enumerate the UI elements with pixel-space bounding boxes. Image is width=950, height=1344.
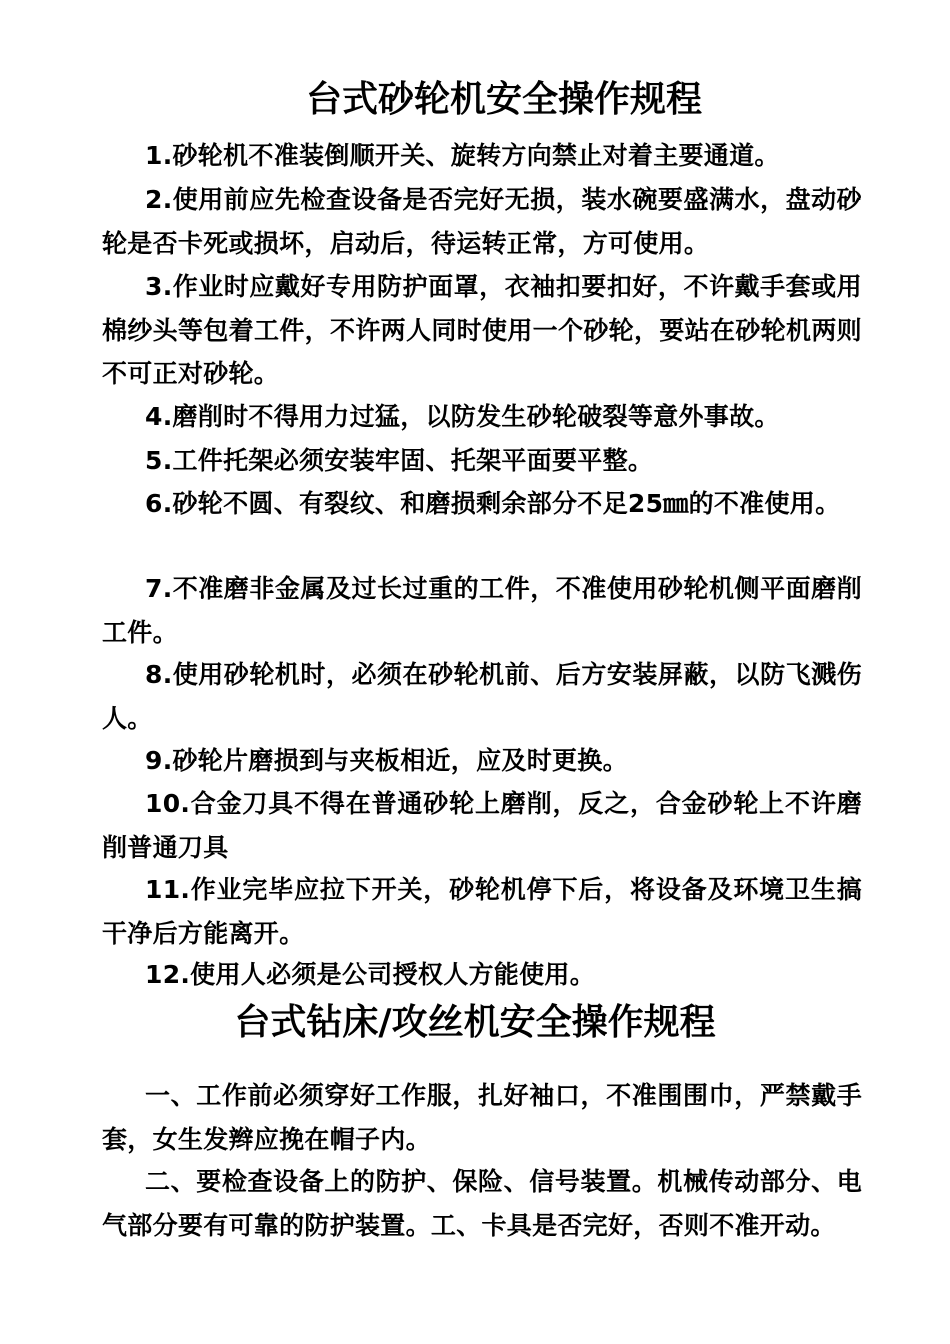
rule-item-10: 10.合金刀具不得在普通砂轮上磨削，反之，合金砂轮上不许磨削普通刀具: [102, 789, 862, 862]
rule-item-11: 11.作业完毕应拉下开关，砂轮机停下后，将设备及环境卫生搞干净后方能离开。: [102, 875, 862, 948]
rule-item-two: 二、要检查设备上的防护、保险、信号装置。机械传动部分、电气部分要有可靠的防护装置。工、卡具是否完好，否则不准开动。: [102, 1167, 862, 1240]
rule-item-1: 1.砂轮机不准装倒顺开关、旋转方向禁止对着主要通道。: [145, 141, 780, 170]
rule-item-9: 9.砂轮片磨损到与夹板相近，应及时更换。: [145, 746, 628, 775]
rule-item-5: 5.工件托架必须安装牢固、托架平面要平整。: [145, 446, 654, 475]
rule-item-2: 2.使用前应先检查设备是否完好无损，装水碗要盛满水，盘动砂轮是否卡死或损坏，启动后，待运转正常，方可使用。: [102, 185, 862, 258]
rule-item-8: 8.使用砂轮机时，必须在砂轮机前、后方安装屏蔽，以防飞溅伤人。: [102, 660, 862, 733]
rule-item-6: 6.砂轮不圆、有裂纹、和磨损剩余部分不足25㎜的不准使用。: [145, 489, 841, 518]
rule-item-3: 3.作业时应戴好专用防护面罩，衣袖扣要扣好，不许戴手套或用棉纱头等包着工件，不许两人同时使用一个砂轮，要站在砂轮机两则不可正对砂轮。: [102, 272, 862, 388]
rule-item-12: 12.使用人必须是公司授权人方能使用。: [145, 960, 595, 989]
rule-item-one: 一、工作前必须穿好工作服，扎好袖口，不准围围巾，严禁戴手套，女生发辫应挽在帽子内。: [102, 1081, 862, 1154]
section-1-title: 台式砂轮机安全操作规程: [305, 79, 702, 120]
section-2-title: 台式钻床/攻丝机安全操作规程: [234, 1002, 716, 1043]
rule-item-7: 7.不准磨非金属及过长过重的工件，不准使用砂轮机侧平面磨削工件。: [102, 574, 862, 647]
rule-item-4: 4.磨削时不得用力过猛，以防发生砂轮破裂等意外事故。: [145, 402, 780, 431]
